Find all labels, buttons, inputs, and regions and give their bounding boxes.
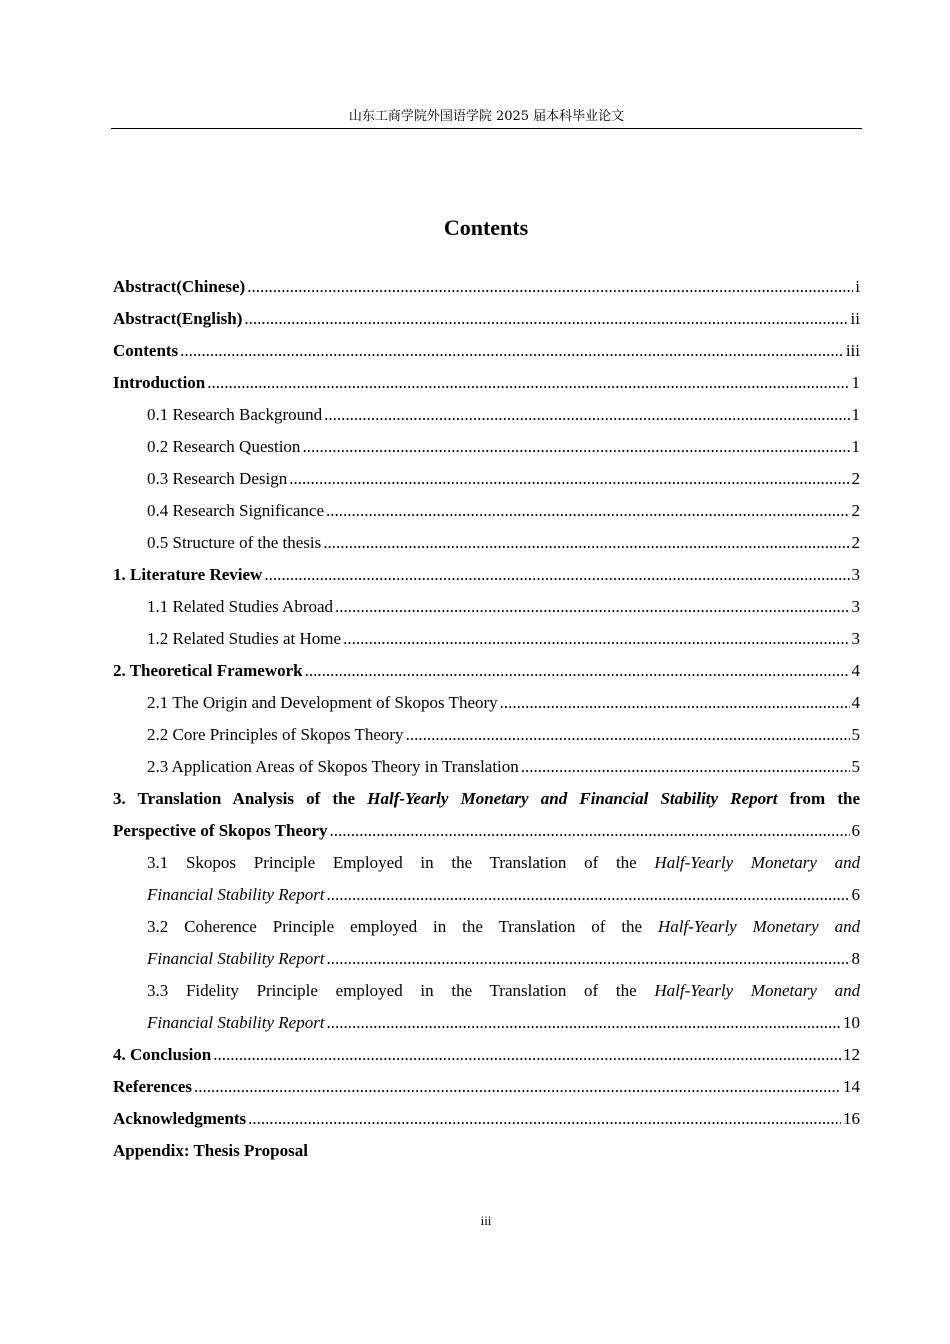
toc-leader [521,751,850,783]
toc-leader [324,399,849,431]
header-rule [111,128,862,129]
toc-word: Principle [253,853,316,872]
toc-leader [326,495,849,527]
toc-entry-label: from the [789,789,860,808]
toc-entry-report-title: Financial Stability Report [147,1013,325,1032]
toc-entry-references[interactable] [113,1071,860,1103]
toc-entry-0-2[interactable] [113,431,860,463]
toc-entry-label: 2.2 Core Principles of Skopos Theory [147,725,404,744]
table-of-contents [113,271,860,1167]
toc-word: Employed [332,853,403,872]
toc-leader [305,655,850,687]
toc-entry-2-3[interactable] [113,751,860,783]
toc-word: the [621,917,643,936]
toc-page-number: 10 [843,1013,860,1032]
toc-entry-chapter-3[interactable] [113,783,860,847]
toc-entry-label: 1. Literature Review [113,565,263,584]
toc-word: Principle [272,917,335,936]
toc-leader [180,335,844,367]
toc-word: Translation [489,853,567,872]
toc-page-number: 2 [851,533,860,552]
toc-word: the [451,981,473,1000]
toc-entry-0-4[interactable] [113,495,860,527]
toc-entry-label: 0.4 Research Significance [147,501,325,520]
toc-page-number: 5 [851,725,860,744]
toc-leader [500,687,850,719]
toc-word: Skopos [185,853,237,872]
toc-entry-line-1 [113,783,860,815]
toc-word: the [462,917,483,936]
toc-entry-1-2[interactable] [113,623,860,655]
toc-entry-line-2 [113,815,860,847]
toc-entry-label: 2.1 The Origin and Development of Skopos Theory [147,693,498,712]
toc-word-italic: Monetary [750,853,817,872]
toc-page-number: 12 [843,1045,860,1064]
toc-entry-label: Introduction [113,373,206,392]
page-title: Contents [443,215,529,240]
toc-entry-report-title: Financial Stability Report [147,949,325,968]
toc-entry-chapter-2[interactable] [113,655,860,687]
toc-word-italic: and [834,981,861,1000]
toc-word: 3.2 [147,917,169,936]
toc-leader [213,1039,841,1071]
toc-word: of [584,981,599,1000]
toc-entry-1-1[interactable] [113,591,860,623]
toc-entry-label: 2.3 Application Areas of Skopos Theory in Translation [147,757,519,776]
toc-page-number: 3 [851,629,860,648]
toc-page-number: 4 [851,693,860,712]
toc-page-number: ii [850,309,860,328]
toc-leader [207,367,849,399]
toc-leader [302,431,849,463]
toc-word: the [615,981,637,1000]
toc-entry-label: References [113,1077,192,1096]
toc-word: the [615,853,637,872]
toc-word-italic: Half-Yearly [658,917,737,936]
toc-page-number: 1 [851,373,860,392]
toc-entry-label: 0.5 Structure of the thesis [147,533,322,552]
toc-word-italic: Half-Yearly [654,981,734,1000]
toc-entry-label: Abstract(English) [113,309,243,328]
toc-entry-label: Contents [113,341,179,360]
toc-leader [330,815,850,847]
toc-page-number: 2 [851,469,860,488]
toc-word: 3.3 [147,981,169,1000]
toc-leader [248,1103,841,1135]
toc-entry-line-1 [147,911,860,943]
toc-entry-label: Perspective of Skopos Theory [113,821,328,840]
toc-leader [335,591,849,623]
page-number: iii [480,1213,492,1228]
toc-page-number: 1 [851,405,860,424]
toc-word-italic: Monetary [752,917,819,936]
toc-page-number: 6 [851,885,860,904]
toc-word: Fidelity [185,981,239,1000]
toc-word-italic: and [834,917,861,936]
toc-entry-label: 0.2 Research Question [147,437,301,456]
toc-page-number: 16 [843,1109,860,1128]
toc-word: in [420,853,434,872]
toc-word: of [591,917,606,936]
toc-entry-report-title: Financial Stability Report [147,885,325,904]
toc-leader [264,559,849,591]
toc-entry-label: 3. Translation Analysis of the [113,789,356,808]
toc-entry-0-1[interactable] [113,399,860,431]
toc-word: Coherence [184,917,257,936]
toc-entry-label: Acknowledgments [113,1109,247,1128]
toc-page-number: 5 [851,757,860,776]
toc-entry-2-1[interactable] [113,687,860,719]
toc-leader [247,271,853,303]
toc-word: Translation [489,981,567,1000]
toc-word: employed [350,917,418,936]
toc-leader [406,719,850,751]
toc-entry-label: 1.2 Related Studies at Home [147,629,342,648]
toc-leader [244,303,848,335]
toc-page-number: 1 [851,437,860,456]
toc-leader [323,527,849,559]
toc-word-italic: and [834,853,861,872]
toc-word: Translation [498,917,576,936]
toc-leader [327,1007,841,1039]
toc-leader [327,943,850,975]
toc-word-italic: Monetary [750,981,817,1000]
toc-entry-3-1[interactable] [113,847,860,911]
toc-entry-label: 2. Theoretical Framework [113,661,303,680]
toc-entry-3-3[interactable] [113,975,860,1039]
toc-entry-0-3[interactable] [113,463,860,495]
toc-entry-2-2[interactable] [113,719,860,751]
toc-entry-label: 0.3 Research Design [147,469,288,488]
toc-entry-appendix[interactable] [113,1135,860,1167]
toc-page-number: iii [845,341,860,360]
toc-word: of [584,853,599,872]
toc-word: Principle [256,981,318,1000]
running-header: 山东工商学院外国语学院 2025 届本科毕业论文 [348,109,625,124]
toc-entry-report-title: Half-Yearly Monetary and Financial Stability Report [367,789,778,808]
toc-word: in [420,981,434,1000]
toc-leader [343,623,849,655]
toc-entry-line-1 [147,975,860,1007]
toc-page-number: 3 [851,597,860,616]
toc-entry-label: 4. Conclusion [113,1045,212,1064]
toc-word: the [451,853,473,872]
toc-entry-line-1 [147,847,860,879]
toc-page-number: 4 [851,661,860,680]
toc-word: 3.1 [147,853,169,872]
toc-entry-chapter-1[interactable] [113,559,860,591]
toc-page-number: 6 [851,821,860,840]
toc-entry-chapter-4[interactable] [113,1039,860,1071]
toc-entry-line-2 [147,879,860,911]
toc-entry-label: 1.1 Related Studies Abroad [147,597,334,616]
toc-page-number: 3 [851,565,860,584]
toc-entry-label: Abstract(Chinese) [113,277,246,296]
toc-page-number: i [855,277,860,296]
toc-leader [194,1071,841,1103]
toc-entry-contents[interactable] [113,335,860,367]
toc-word: in [433,917,447,936]
toc-word-italic: Half-Yearly [654,853,734,872]
toc-entry-0-5[interactable] [113,527,860,559]
toc-word: employed [335,981,403,1000]
toc-entry-abstract-english[interactable] [113,303,860,335]
toc-entry-abstract-chinese[interactable] [113,271,860,303]
toc-entry-acknowledgments[interactable] [113,1103,860,1135]
toc-entry-introduction[interactable] [113,367,860,399]
toc-page-number: 8 [851,949,860,968]
toc-leader [289,463,849,495]
toc-entry-line-2 [147,1007,860,1039]
toc-page-number: 2 [851,501,860,520]
toc-page-number: 14 [843,1077,860,1096]
toc-entry-line-2 [147,943,860,975]
toc-entry-label: Appendix: Thesis Proposal [113,1141,308,1160]
toc-leader [327,879,850,911]
toc-entry-label: 0.1 Research Background [147,405,323,424]
toc-entry-3-2[interactable] [113,911,860,975]
